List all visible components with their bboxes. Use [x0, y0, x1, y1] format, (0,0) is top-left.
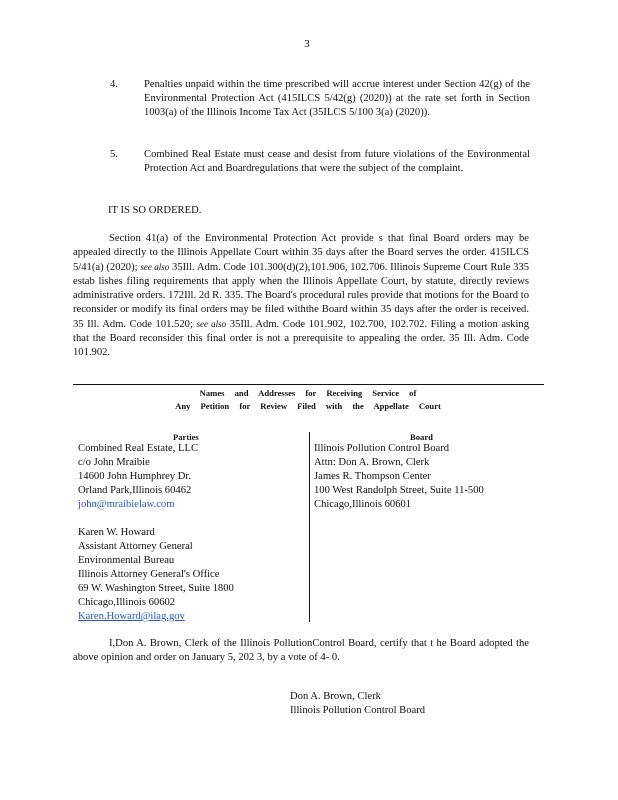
service-title-line1: Names and Addresses for Receiving Service of	[199, 388, 417, 398]
order-item-5	[110, 148, 530, 176]
item-text: Combined Real Estate must cease and desist from future violations of the Environmental Protection Act and Boardregulations that were the subject of the complaint.	[144, 149, 530, 174]
page-number: 3	[304, 38, 310, 50]
order-item-4	[110, 78, 530, 120]
party-division: Environmental Bureau	[78, 555, 175, 566]
parties-heading: Parties	[173, 432, 199, 442]
appeal-paragraph	[73, 232, 529, 360]
board-address	[314, 442, 484, 512]
item-number: 5.	[110, 149, 118, 160]
appeal-text-1: Section 41(a) of the Environmental Protection Act provide s that final Board orders may be appealed directly to the Illinois Appellate Court within 35 days after the Board serves the order. 415ILCS 5/41(a) (2020);	[73, 233, 529, 273]
board-attn: Attn: Don A. Brown, Clerk	[314, 457, 430, 468]
party-email-link[interactable]: john@mraibielaw.com	[78, 499, 175, 510]
appeal-text-2: 35Ill. Adm. Code 101.300(d)(2),101.906, 102.706. Illinois Supreme Court Rule 335 estab lishes filing requirements that apply when the Illinois Appellate Court, by statute, directly reviews administrative orders. 172Ill. 2d R. 335. The Board's procedural rules provide that motions for the Board to reconsider or modify its final orders may be filed withthe Board within 35 days after the order is received. 35 Ill. Adm. Code 101.520;	[73, 262, 530, 330]
appeal-text-3: 35Ill. Adm. Code 101.902, 102.700, 102.702. Filing a motion asking that the Board reconsider this final order is not a prerequisite to appealing the order. 35 Ill. Adm. Code 101.902.	[73, 319, 530, 358]
board-center: James R. Thompson Center	[314, 471, 431, 482]
see-also-1: see also	[140, 262, 170, 272]
signature-org: Illinois Pollution Control Board	[290, 705, 426, 716]
signature-name: Don A. Brown, Clerk	[290, 691, 381, 702]
party-name: Karen W. Howard	[78, 527, 155, 538]
board-street: 100 West Randolph Street, Suite 11-500	[314, 485, 484, 496]
party-city: Orland Park,Illinois 60462	[78, 485, 192, 496]
party-name: Combined Real Estate, LLC	[78, 443, 199, 454]
board-name: Illinois Pollution Control Board	[314, 443, 450, 454]
party-karen-howard	[78, 526, 234, 624]
service-table-title	[158, 387, 458, 413]
table-top-rule	[73, 384, 544, 385]
party-attn: c/o John Mraibie	[78, 457, 150, 468]
party-email-link[interactable]: Karen.Howard@ilag.gov	[78, 611, 185, 622]
party-title: Assistant Attorney General	[78, 541, 193, 552]
party-street: 14600 John Humphrey Dr.	[78, 471, 191, 482]
column-divider	[309, 432, 310, 622]
party-combined-real-estate	[78, 442, 198, 512]
signature-block	[290, 690, 425, 718]
see-also-2: see also	[196, 319, 227, 329]
service-title-line2: Any Petition for Review Filed with the Appellate Court	[175, 401, 441, 411]
so-ordered-line: IT IS SO ORDERED.	[108, 205, 202, 216]
board-heading: Board	[410, 432, 433, 442]
clerk-certification: I,Don A. Brown, Clerk of the Illinois PollutionControl Board, certify that t he Board adopted the above opinion and order on January 5, 202 3, by a vote of 4- 0.	[73, 638, 529, 663]
party-street: 69 W. Washington Street, Suite 1800	[78, 583, 234, 594]
board-city: Chicago,Illinois 60601	[314, 499, 412, 510]
party-city: Chicago,Illinois 60602	[78, 597, 176, 608]
item-text: Penalties unpaid within the time prescribed will accrue interest under Section 42(g) of the Environmental Protection Act (415ILCS 5/42(g) (2020)) at the rate set forth in Section 1003(a) of the Illinois Income Tax Act (35ILCS 5/100 3(a) (2020)).	[144, 79, 530, 118]
item-number: 4.	[110, 79, 118, 90]
party-office: Illinois Attorney General's Office	[78, 569, 220, 580]
